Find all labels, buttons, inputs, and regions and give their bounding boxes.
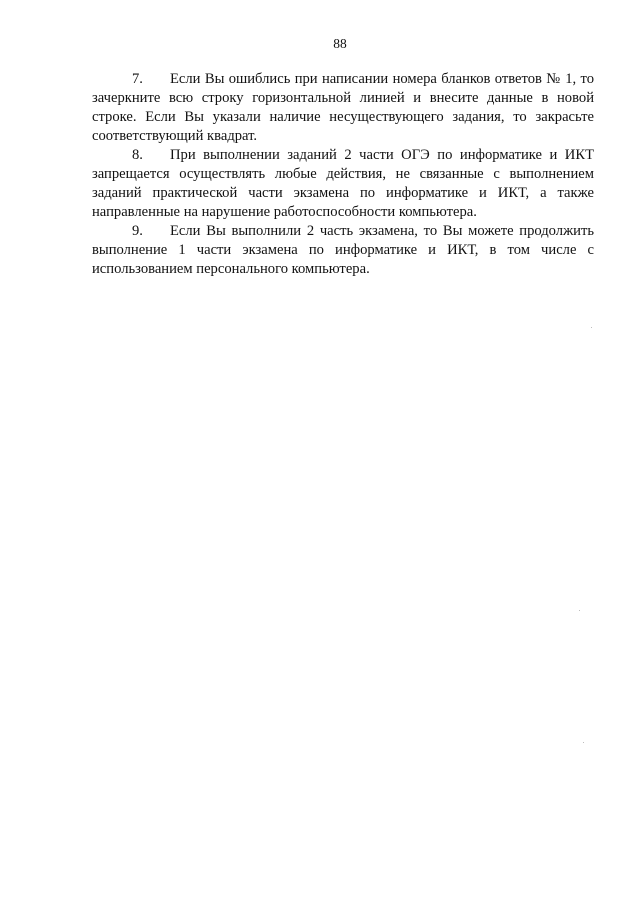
item-text: При выполнении заданий 2 части ОГЭ по информатике и ИКТ запрещается осуществлять любые действия, не связанные с выполнением заданий практической части экзамена по информатике и ИКТ, а также направленные на нарушение работоспособности компьютера. xyxy=(92,147,594,220)
item-number: 7. xyxy=(132,71,143,87)
scan-speck xyxy=(583,742,584,743)
scan-speck xyxy=(579,610,580,611)
scan-speck xyxy=(591,327,592,328)
instruction-item-7 xyxy=(92,70,594,146)
item-number: 8. xyxy=(132,147,143,163)
instructions-list xyxy=(92,70,594,279)
item-text: Если Вы ошиблись при написании номера бланков ответов № 1, то зачеркните всю строку горизонтальной линией и внесите данные в новой строке. Если Вы указали наличие несуществующего задания, то закрасьте соответствующий квадрат. xyxy=(92,71,594,144)
item-text: Если Вы выполнили 2 часть экзамена, то Вы можете продолжить выполнение 1 части экзамена по информатике и ИКТ, в том числе с использованием персонального компьютера. xyxy=(92,223,594,277)
page-number: 88 xyxy=(333,36,347,51)
instruction-item-8 xyxy=(92,146,594,222)
item-number: 9. xyxy=(132,223,143,239)
instruction-item-9 xyxy=(92,222,594,279)
